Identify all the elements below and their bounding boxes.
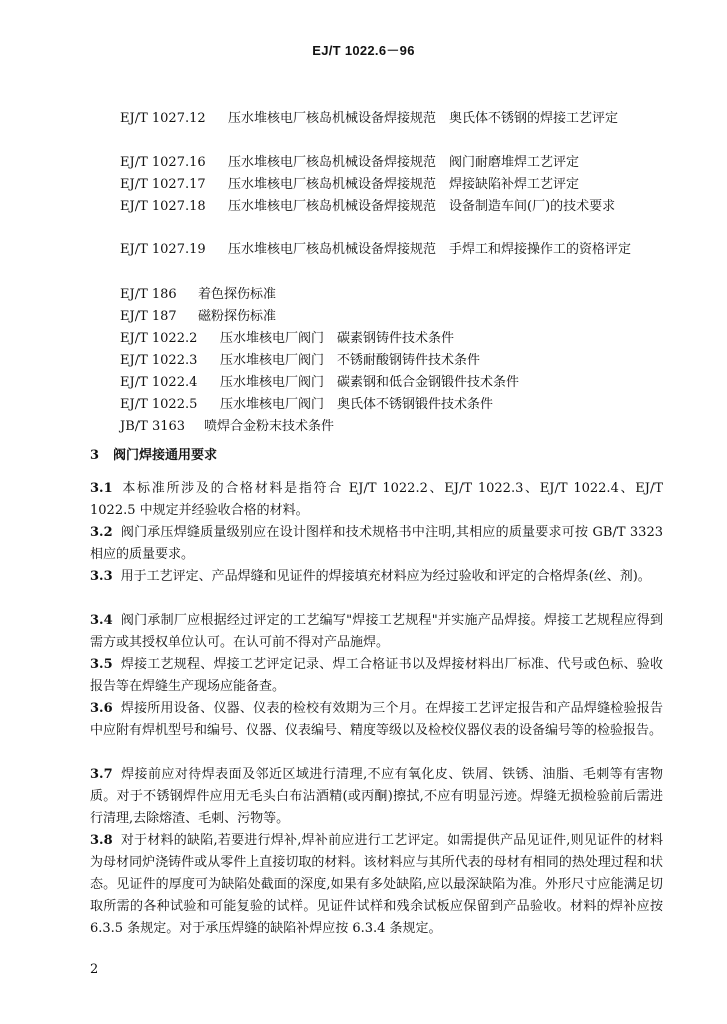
reference-code: EJ/T 1022.3 xyxy=(120,353,198,368)
reference-title: 压水堆核电厂核岛机械设备焊接规范 设备制造车间(厂)的技术要求 xyxy=(228,199,616,214)
reference-code: EJ/T 1027.12 xyxy=(120,111,206,126)
reference-code: EJ/T 1027.17 xyxy=(120,177,206,192)
reference-title: 压水堆核电厂核岛机械设备焊接规范 奥氏体不锈钢的焊接工艺评定 xyxy=(228,111,619,126)
reference-code: EJ/T 1027.18 xyxy=(120,199,206,214)
page-header: EJ/T 1022.6－96 xyxy=(312,43,415,58)
clause-text: 用于工艺评定、产品焊缝和见证件的焊接填充材料应为经过验收和评定的合格焊条(丝、剂)。 xyxy=(120,569,651,584)
reference-code: JB/T 3163 xyxy=(120,419,186,434)
clause-paragraph xyxy=(90,698,663,742)
section-title: 阀门焊接通用要求 xyxy=(113,448,218,463)
clause-number: 3.8 xyxy=(90,833,113,848)
section-number: 3 xyxy=(90,448,100,463)
reference-code: EJ/T 1027.19 xyxy=(120,242,206,257)
clause-text: 本标准所涉及的合格材料是指符合 EJ/T 1022.2、EJ/T 1022.3、EJ/T 1022.4、EJ/T 1022.5 中规定并经验收合格的材料。 xyxy=(90,481,663,518)
reference-title: 压水堆核电厂核岛机械设备焊接规范 阀门耐磨堆焊工艺评定 xyxy=(228,155,580,170)
reference-code: EJ/T 1022.5 xyxy=(120,397,198,412)
reference-code: EJ/T 186 xyxy=(120,287,177,302)
reference-title: 压水堆核电厂阀门 不锈耐酸钢铸件技术条件 xyxy=(220,353,481,368)
reference-title: 着色探伤标准 xyxy=(198,287,277,302)
clause-paragraph xyxy=(90,478,663,522)
clause-paragraph xyxy=(90,566,663,588)
clause-number: 3.3 xyxy=(90,569,113,584)
reference-code: EJ/T 1022.2 xyxy=(120,331,198,346)
clause-number: 3.7 xyxy=(90,767,113,782)
reference-title: 压水堆核电厂阀门 奥氏体不锈钢锻件技术条件 xyxy=(220,397,494,412)
reference-title: 磁粉探伤标准 xyxy=(198,309,277,324)
clause-paragraph xyxy=(90,764,663,830)
reference-title: 喷焊合金粉末技术条件 xyxy=(204,419,335,434)
reference-code: EJ/T 1022.4 xyxy=(120,375,198,390)
clause-number: 3.6 xyxy=(90,701,113,716)
clause-paragraph xyxy=(90,610,663,654)
reference-code: EJ/T 187 xyxy=(120,309,177,324)
clause-text: 焊接前应对待焊表面及邻近区域进行清理,不应有氧化皮、铁屑、铁锈、油脂、毛刺等有害物质。对于不锈钢焊件应用无毛头白布沾酒精(或丙酮)擦拭,不应有明显污迹。焊缝无损检验前后需进行清理,去除熔渣、毛刺、污物等。 xyxy=(90,767,663,826)
clause-text: 焊接工艺规程、焊接工艺评定记录、焊工合格证书以及焊接材料出厂标准、代号或色标、验收报告等在焊缝生产现场应能备查。 xyxy=(90,657,663,694)
reference-title: 压水堆核电厂核岛机械设备焊接规范 焊接缺陷补焊工艺评定 xyxy=(228,177,580,192)
clause-number: 3.2 xyxy=(90,525,113,540)
page-number: 2 xyxy=(90,962,99,977)
clause-text: 焊接所用设备、仪器、仪表的检校有效期为三个月。在焊接工艺评定报告和产品焊缝检验报告中应附有焊机型号和编号、仪器、仪表编号、精度等级以及检校仪器仪表的设备编号等的检验报告。 xyxy=(90,701,663,738)
clause-number: 3.4 xyxy=(90,613,113,628)
clause-paragraph xyxy=(90,654,663,698)
clause-text: 阀门承压焊缝质量级别应在设计图样和技术规格书中注明,其相应的质量要求可按 GB/T 3323 相应的质量要求。 xyxy=(90,525,663,562)
reference-title: 压水堆核电厂阀门 碳素钢和低合金钢锻件技术条件 xyxy=(220,375,520,390)
reference-title: 压水堆核电厂阀门 碳素钢铸件技术条件 xyxy=(220,331,455,346)
clause-text: 阀门承制厂应根据经过评定的工艺编写"焊接工艺规程"并实施产品焊接。焊接工艺规程应得到需方或其授权单位认可。在认可前不得对产品施焊。 xyxy=(90,613,663,650)
clause-number: 3.1 xyxy=(90,481,113,496)
reference-code: EJ/T 1027.16 xyxy=(120,155,206,170)
clause-paragraph xyxy=(90,830,663,940)
section-heading xyxy=(90,444,217,463)
clause-paragraph xyxy=(90,522,663,566)
reference-item xyxy=(120,107,663,153)
clause-text: 对于材料的缺陷,若要进行焊补,焊补前应进行工艺评定。如需提供产品见证件,则见证件的材料为母材同炉浇铸件或从零件上直接切取的材料。该材料应与其所代表的母材有相同的热处理过程和状态。见证件的厚度可为缺陷处截面的深度,如果有多处缺陷,应以最深缺陷为准。外形尺寸应能满足切取所需的各种试验和可能复验的试样。见证件试样和残余试板应保留到产品验收。材料的焊补应按 6.3.5 条规定。对于承压焊缝的缺陷补焊应按 6.3.4 条规定。 xyxy=(90,833,663,936)
clause-number: 3.5 xyxy=(90,657,113,672)
reference-title: 压水堆核电厂核岛机械设备焊接规范 手焊工和焊接操作工的资格评定 xyxy=(228,242,632,257)
